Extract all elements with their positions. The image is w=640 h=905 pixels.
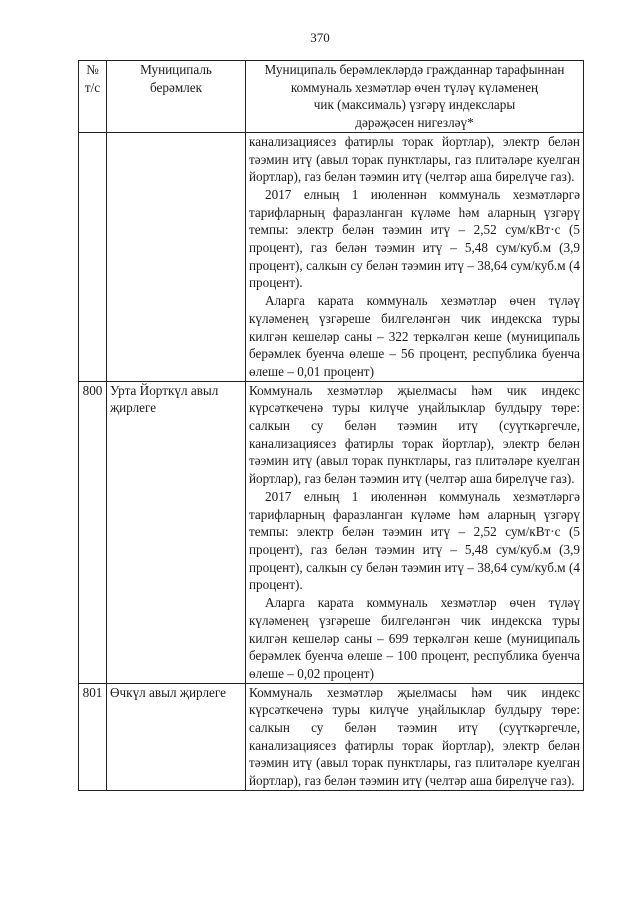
row-indices-description (246, 683, 584, 790)
table-row (79, 132, 584, 381)
row-number (79, 132, 107, 381)
header-number (79, 61, 107, 133)
row-municipality: Урта Йорткүл авыл җирлеге (107, 381, 246, 683)
header-number-line: № (86, 62, 99, 77)
row-municipality (107, 132, 246, 381)
description-paragraph: 2017 елның 1 июленнән коммуналь хезмәтләргә тарифларның фаразланган күләме һәм аларның үзгәрү темпы: электр белән тәэмин итү – 2,52 сум/кВт·с (5 процент), газ белән тәэмин итү – 5,48 сум/куб.м (3,9 процент), салкын су белән тәэмин итү – 38,64 сум/куб.м (4 процент). (249, 488, 580, 593)
description-paragraph: Аларга карата коммуналь хезмәтләр өчен түләү күләменең үзгәреше билгеләнгән чик индекска туры килгән кешеләр саны – 699 теркәлгән кеше (муниципаль берәмлек буенча өлеше – 100 процент, республика буенча өлеше – 0,02 процент) (249, 595, 580, 681)
row-number: 800 (79, 381, 107, 683)
header-indices-line: дәрәҗәсен нигезләү* (355, 115, 474, 131)
description-paragraph: 2017 елның 1 июленнән коммуналь хезмәтләргә тарифларның фаразланган күләме һәм аларның үзгәрү темпы: электр белән тәэмин итү – 2,52 сум/кВт·с (5 процент), газ белән тәэмин итү – 5,48 сум/куб.м (3,9 процент), салкын су белән тәэмин итү – 38,64 сум/куб.м (4 процент). (249, 186, 580, 291)
indices-table (78, 60, 584, 791)
row-number: 801 (79, 683, 107, 790)
header-indices-line: чик (максималь) үзгәрү индекслары (313, 97, 516, 113)
table-header-row (79, 61, 584, 133)
table-row (79, 683, 584, 790)
header-indices-line: коммуналь хезмәтләр өчен түләү күләменең (290, 79, 539, 95)
header-municipality-line: Муниципаль (140, 62, 212, 77)
row-municipality: Өчкүл авыл җирлеге (107, 683, 246, 790)
table-row (79, 381, 584, 683)
description-paragraph: Коммуналь хезмәтләр җыелмасы һәм чик индекс күрсәткеченә туры килүче уңайлыклар булдыру төре: салкын су белән тәэмин итү (суүткәргечле, канализациясез фатирлы торак йортлар), электр белән тәэмин итү (авыл торак пунктлары, газ плитәләре куелган йортлар), газ белән тәэмин итү (челтәр аша бирелүче газ). (249, 382, 580, 487)
header-municipality (107, 61, 246, 133)
row-indices-description (246, 132, 584, 381)
header-indices-line: Муниципаль берәмлекләрдә гражданнар тарафыннан (264, 62, 565, 77)
description-paragraph: канализациясез фатирлы торак йортлар), электр белән тәэмин итү (авыл торак пунктлары, газ плитәләре куелган йортлар), газ белән тәэмин итү (челтәр аша бирелүче газ). (249, 133, 580, 185)
page-number: 370 (310, 30, 330, 45)
description-paragraph: Аларга карата коммуналь хезмәтләр өчен түләү күләменең үзгәреше билгеләнгән чик индекска туры килгән кешеләр саны – 322 теркәлгән кеше (муниципаль берәмлек буенча өлеше – 56 процент, республика буенча өлеше – 0,01 процент) (249, 293, 580, 379)
header-municipality-line: берәмлек (149, 79, 203, 95)
row-indices-description (246, 381, 584, 683)
description-paragraph: Коммуналь хезмәтләр җыелмасы һәм чик индекс күрсәткеченә туры килүче уңайлыклар булдыру төре: салкын су белән тәэмин итү (суүткәргечле, канализациясез фатирлы торак йортлар), электр белән тәэмин итү (авыл торак пунктлары, газ плитәләре куелган йортлар), газ белән тәэмин итү (челтәр аша бирелүче газ). (249, 684, 580, 789)
header-number-line: т/с (84, 79, 101, 95)
header-indices (246, 61, 584, 133)
